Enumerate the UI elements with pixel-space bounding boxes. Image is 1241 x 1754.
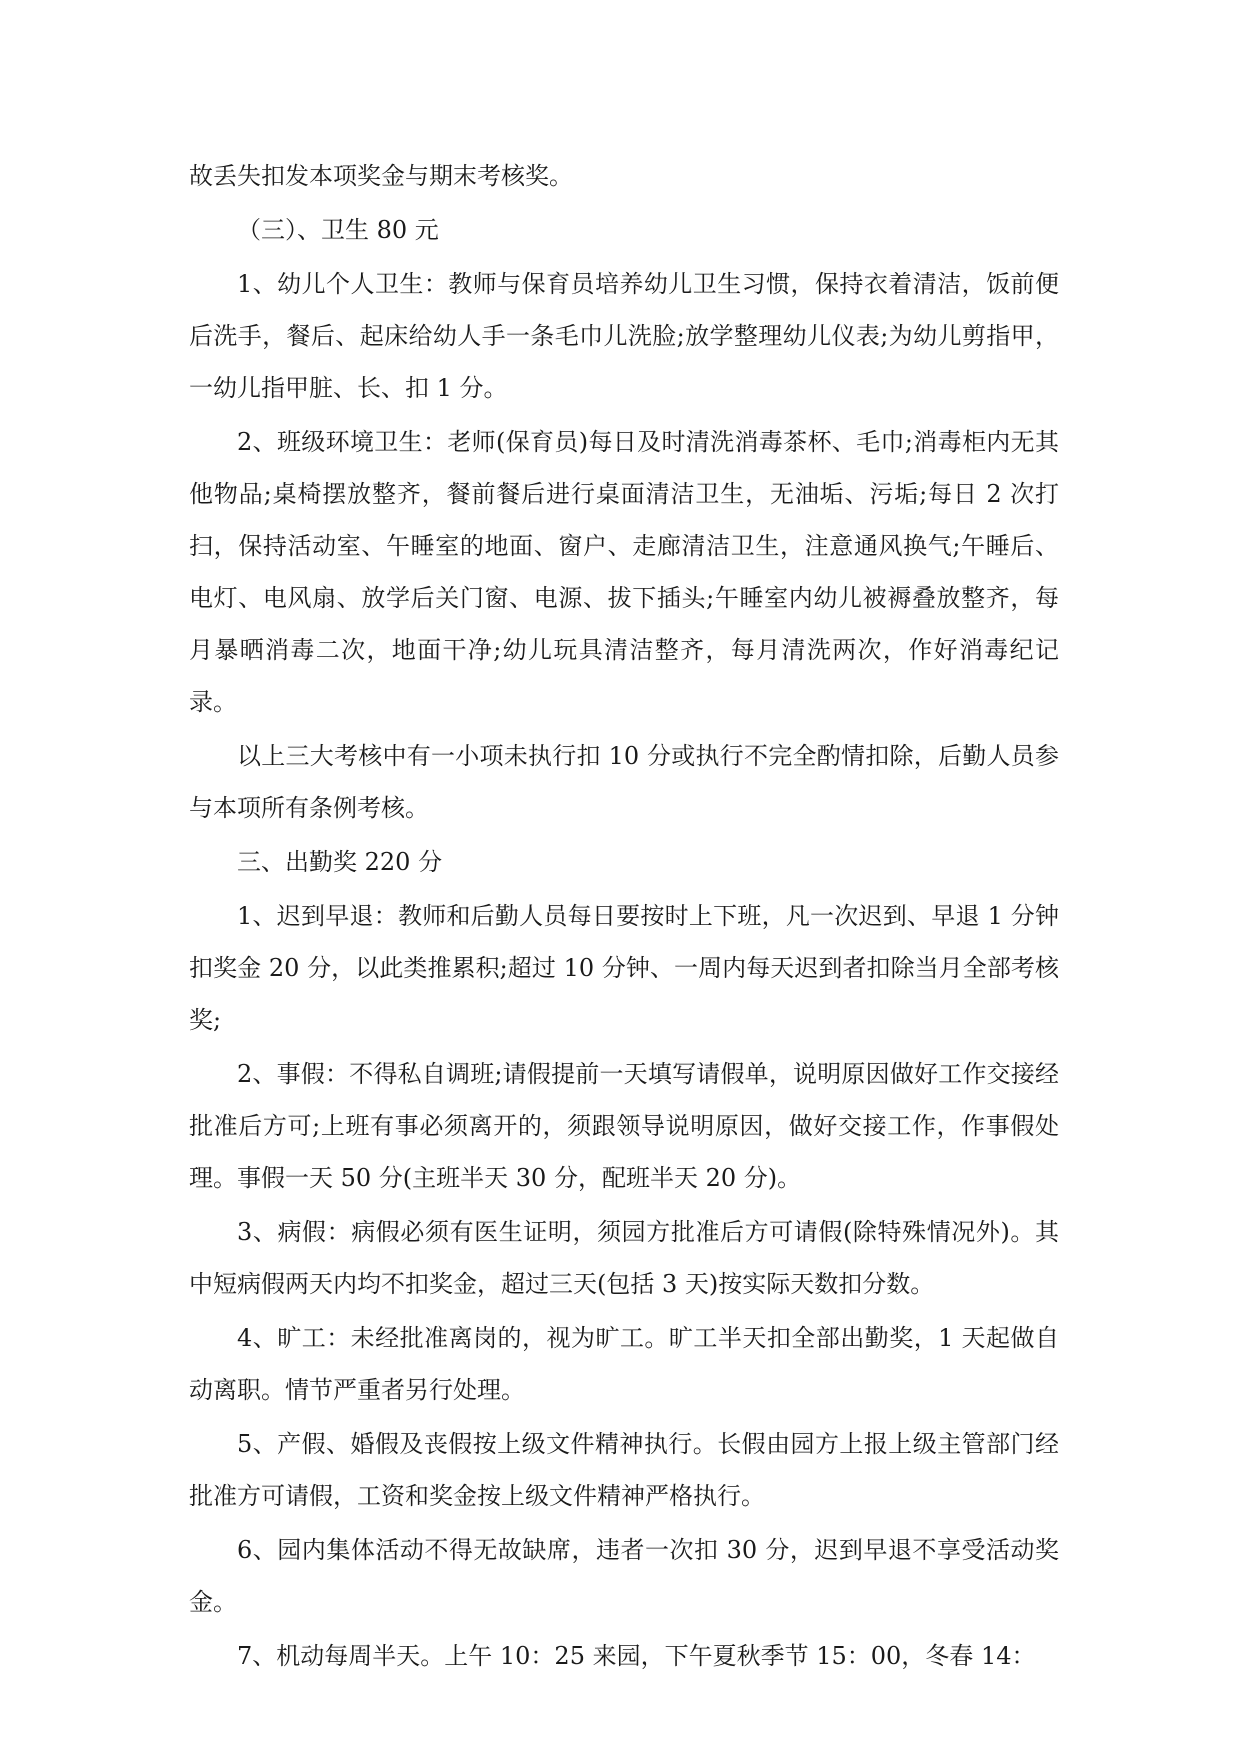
paragraph-maternity-leave: 5、产假、婚假及丧假按上级文件精神执行。长假由园方上报上级主管部门经批准方可请假，工资和奖金按上级文件精神严格执行。 <box>189 1430 1059 1510</box>
paragraph-personal-leave: 2、事假：不得私自调班;请假提前一天填写请假单，说明原因做好工作交接经批准后方可;上班有事必须离开的，须跟领导说明原因，做好交接工作，作事假处理。事假一天 50 分(主班半天 30 分，配班半天 20 分)。 <box>189 1060 1059 1192</box>
paragraph-absenteeism: 4、旷工：未经批准离岗的，视为旷工。旷工半天扣全部出勤奖，1 天起做自动离职。情节严重者另行处理。 <box>189 1324 1059 1404</box>
paragraph-group-activities: 6、园内集体活动不得无故缺席，违者一次扣 30 分，迟到早退不享受活动奖金。 <box>189 1536 1059 1616</box>
paragraph-continuation: 故丢失扣发本项奖金与期末考核奖。 <box>189 162 573 190</box>
section-heading-hygiene: （三）、卫生 80 元 <box>237 216 439 244</box>
paragraph-child-hygiene: 1、幼儿个人卫生：教师与保育员培养幼儿卫生习惯，保持衣着清洁，饭前便后洗手，餐后、起床给幼人手一条毛巾儿洗脸;放学整理幼儿仪表;为幼儿剪指甲，一幼儿指甲脏、长、扣 1 分。 <box>189 270 1059 402</box>
paragraph-assessment-summary: 以上三大考核中有一小项未执行扣 10 分或执行不完全酌情扣除，后勤人员参与本项所有条例考核。 <box>189 742 1059 822</box>
paragraph-late-early-leave: 1、迟到早退：教师和后勤人员每日要按时上下班，凡一次迟到、早退 1 分钟扣奖金 20 分，以此类推累积;超过 10 分钟、一周内每天迟到者扣除当月全部考核奖; <box>189 902 1059 1034</box>
section-heading-attendance: 三、出勤奖 220 分 <box>237 848 443 876</box>
document-body <box>189 150 1059 1684</box>
paragraph-class-environment: 2、班级环境卫生：老师(保育员)每日及时清洗消毒茶杯、毛巾;消毒柜内无其他物品;桌椅摆放整齐，餐前餐后进行桌面清洁卫生，无油垢、污垢;每日 2 次打扫，保持活动室、午睡室的地面、窗户、走廊清洁卫生，注意通风换气;午睡后、电灯、电风扇、放学后关门窗、电源、拔下插头;午睡室内幼儿被褥叠放整齐，每月暴晒消毒二次，地面干净;幼儿玩具清洁整齐，每月清洗两次，作好消毒纪记录。 <box>189 428 1059 716</box>
paragraph-flexible-time: 7、机动每周半天。上午 10：25 来园，下午夏秋季节 15：00，冬春 14： <box>237 1642 1036 1670</box>
paragraph-sick-leave: 3、病假：病假必须有医生证明，须园方批准后方可请假(除特殊情况外)。其中短病假两天内均不扣奖金，超过三天(包括 3 天)按实际天数扣分数。 <box>189 1218 1059 1298</box>
